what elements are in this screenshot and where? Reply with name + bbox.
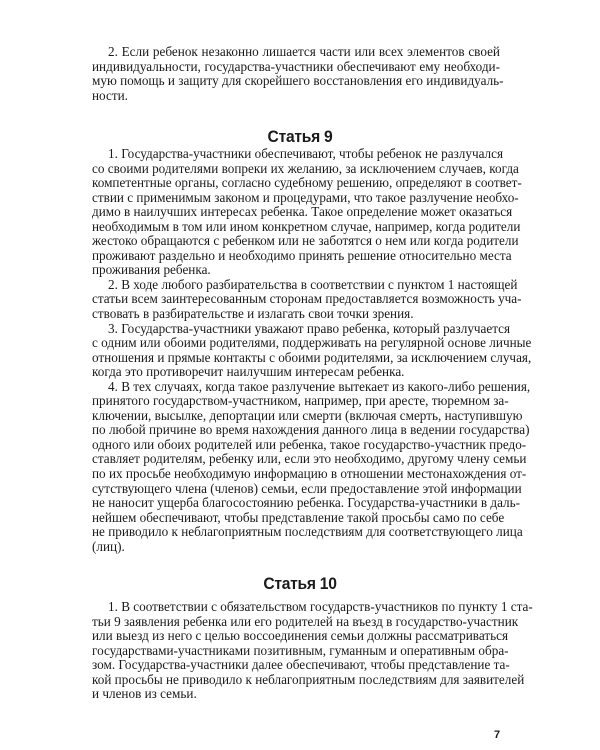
text-line: необходимым в том или ином конкретном случае, например, когда родители <box>92 218 521 234</box>
text-line: 3. Государства-участники уважают право ребенка, который разлучается <box>108 320 511 336</box>
text-line: или выезд из него с целью воссоединения семьи должны рассматриваться <box>92 628 509 644</box>
text-line: по любой причине во время нахождения данного лица в ведении государства) <box>92 422 530 438</box>
paragraph <box>92 599 533 702</box>
text-line: не наносит ущерба благосостоянию ребенка. Государства-участники в даль- <box>92 495 521 511</box>
article10-text <box>92 599 533 702</box>
paragraph <box>92 146 522 278</box>
text-line: индивидуальности, государства-участники обеспечивают ему необходи- <box>92 58 500 74</box>
text-line: 2. В ходе любого разбирательства в соответствии с пунктом 1 настоящей <box>108 276 518 292</box>
text-line: и членов из семьи. <box>92 686 197 702</box>
text-line: отношения и прямые контакты с обоими родителями, за исключением случая, <box>92 349 532 365</box>
text-line: со своими родителями вопреки их желанию, за исключением случаев, когда <box>92 160 519 176</box>
article10-heading: Статья 10 <box>263 574 337 593</box>
article8-tail-text <box>92 44 504 103</box>
text-line: ставляет родителям, ребенку или, если это необходимо, другому члену семьи <box>92 451 527 467</box>
text-line: 1. Государства-участники обеспечивают, чтобы ребенок не разлучался <box>108 146 504 161</box>
text-line: кой просьбы не приводило к неблагоприятным последствиям для заявителей <box>92 671 525 687</box>
paragraph <box>92 320 532 380</box>
text-line: ности. <box>92 87 128 103</box>
text-line: димо в наилучших интересах ребенка. Такое определение может оказаться <box>92 204 513 220</box>
text-line: тьи 9 заявления ребенка или его родителей на въезд в государство-участник <box>92 613 519 629</box>
text-line: проживают раздельно и необходимо принять решение относительно места <box>92 247 512 263</box>
text-line: принятого государством-участником, например, при аресте, тюремном за- <box>92 393 509 409</box>
text-line: мую помощь и защиту для скорейшего восстановления его индивидуаль- <box>92 73 504 89</box>
text-line: проживания ребенка. <box>92 262 211 278</box>
text-line: с одним или обоими родителями, поддерживать на регулярной основе личные <box>92 335 532 351</box>
text-line: когда это противоречит наилучшим интересам ребенка. <box>92 364 405 380</box>
text-line: статьи всем заинтересованным сторонам предоставляется возможность уча- <box>92 291 522 307</box>
text-line: компетентные органы, согласно судебному решению, определяют в соответ- <box>92 175 522 191</box>
article9-heading: Статья 9 <box>267 127 333 146</box>
paragraph <box>92 378 531 555</box>
text-line: ствовать в разбирательстве и излагать свои точки зрения. <box>92 306 414 322</box>
text-line: зом. Государства-участники далее обеспечивают, чтобы представление та- <box>92 657 510 673</box>
text-line: одного или обоих родителей или ребенка, такое государство-участник предо- <box>92 436 527 452</box>
text-line: (лиц). <box>92 538 125 554</box>
paragraph <box>92 276 522 322</box>
text-line: ствии с применимым законом и процедурами, что такое разлучение необхо- <box>92 189 519 205</box>
text-line: 2. Если ребенок незаконно лишается части или всех элементов своей <box>108 44 500 59</box>
text-line: не приводило к неблагоприятным последствиям для соответствующего лица <box>92 524 523 540</box>
text-line: нейшем обеспечивают, чтобы представление такой просьбы само по себе <box>92 509 505 525</box>
text-line: ключении, высылке, депортации или смерти (включая смерть, наступившую <box>92 407 523 423</box>
page-number: 7 <box>494 729 501 741</box>
paragraph <box>92 44 504 103</box>
text-line: сутствующего члена (членов) семьи, если предоставление этой информации <box>92 480 522 496</box>
article9-text <box>92 146 532 554</box>
text-line: по их просьбе необходимую информацию в отношении местонахождения от- <box>92 466 527 482</box>
text-line: государствами-участниками позитивным, гуманным и оперативным обра- <box>92 642 509 658</box>
text-line: жестоко обращаются с ребенком или не заботятся о нем или когда родители <box>92 233 519 249</box>
text-line: 4. В тех случаях, когда такое разлучение вытекает из какого-либо решения, <box>108 378 531 394</box>
text-line: 1. В соответствии с обязательством государств-участников по пункту 1 ста- <box>108 599 533 614</box>
